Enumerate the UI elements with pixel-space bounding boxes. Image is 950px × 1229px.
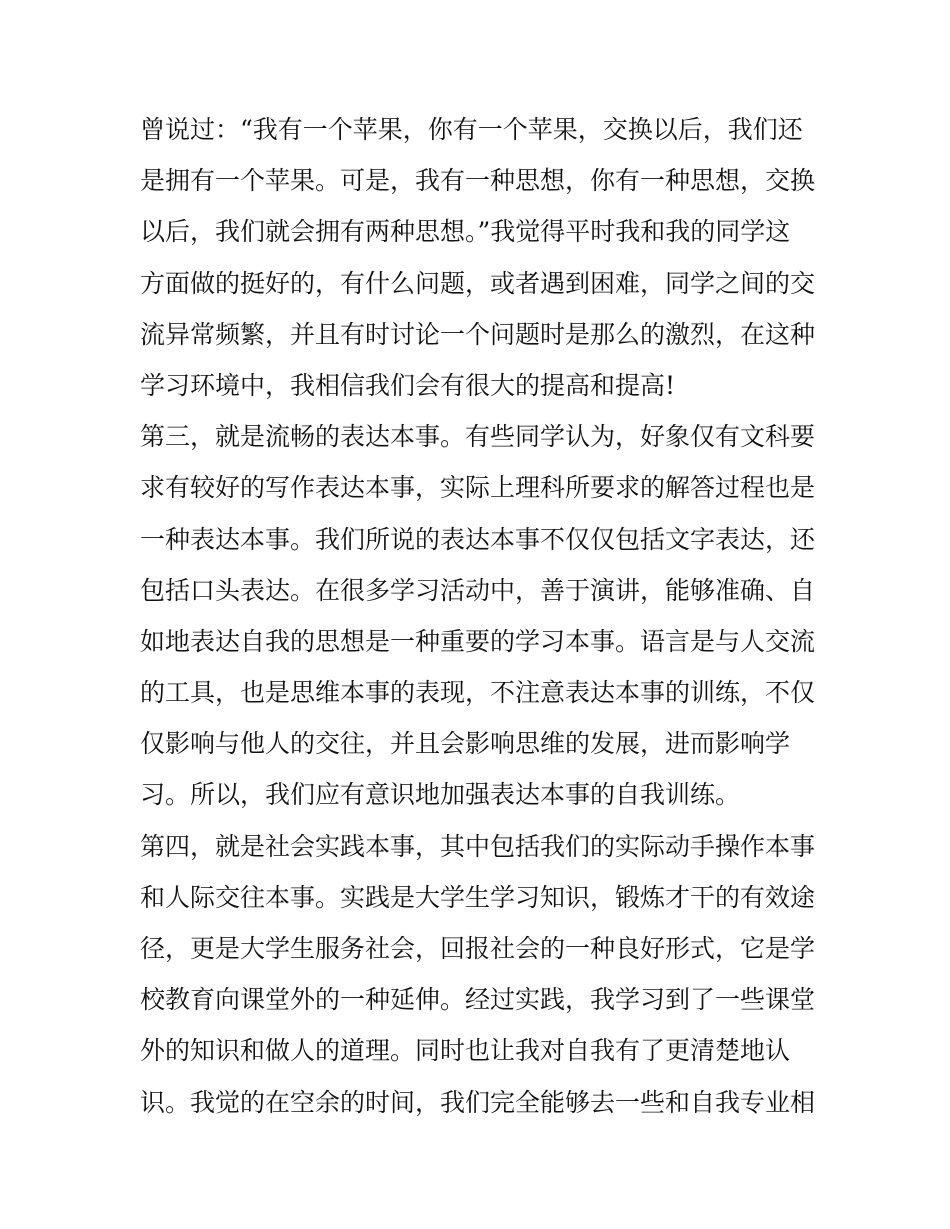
- text-line: 是拥有一个苹果。可是，我有一种思想，你有一种思想，交换: [140, 166, 816, 196]
- text-line: 包括口头表达。在很多学习活动中，善于演讲，能够准确、自: [140, 575, 816, 605]
- text-line: 曾说过：“我有一个苹果，你有一个苹果，交换以后，我们还: [140, 115, 803, 144]
- text-line: 求有较好的写作表达本事，实际上理科所要求的解答过程也是: [140, 473, 816, 503]
- text-line: 第三，就是流畅的表达本事。有些同学认为，好象仅有文科要: [140, 422, 816, 452]
- text-line: 和人际交往本事。实践是大学生学习知识，锻炼才干的有效途: [140, 882, 816, 912]
- text-line: 的工具，也是思维本事的表现，不注意表达本事的训练，不仅: [140, 678, 816, 708]
- body-text: [140, 104, 820, 1128]
- text-line: 第四，就是社会实践本事，其中包括我们的实际动手操作本事: [140, 831, 816, 861]
- text-line: 仅影响与他人的交往，并且会影响思维的发展，进而影响学: [140, 729, 791, 759]
- text-line: 方面做的挺好的，有什么问题，或者遇到困难，同学之间的交: [140, 268, 816, 298]
- text-line: 识。我觉的在空余的时间，我们完全能够去一些和自我专业相: [140, 1087, 816, 1117]
- text-line: 学习环境中，我相信我们会有很大的提高和提高!: [140, 370, 676, 400]
- text-line: 一种表达本事。我们所说的表达本事不仅仅包括文字表达，还: [140, 524, 816, 554]
- text-line: 以后，我们就会拥有两种思想。”我觉得平时我和我的同学这: [140, 217, 791, 247]
- text-line: 径，更是大学生服务社会，回报社会的一种良好形式，它是学: [140, 934, 816, 963]
- text-line: 流异常频繁，并且有时讨论一个问题时是那么的激烈，在这种: [140, 319, 816, 349]
- text-line: 校教育向课堂外的一种延伸。经过实践，我学习到了一些课堂: [140, 985, 816, 1015]
- text-line: 外的知识和做人的道理。同时也让我对自我有了更清楚地认: [140, 1036, 791, 1066]
- text-line: 习。所以，我们应有意识地加强表达本事的自我训练。: [140, 780, 741, 810]
- text-line: 如地表达自我的思想是一种重要的学习本事。语言是与人交流: [140, 626, 816, 656]
